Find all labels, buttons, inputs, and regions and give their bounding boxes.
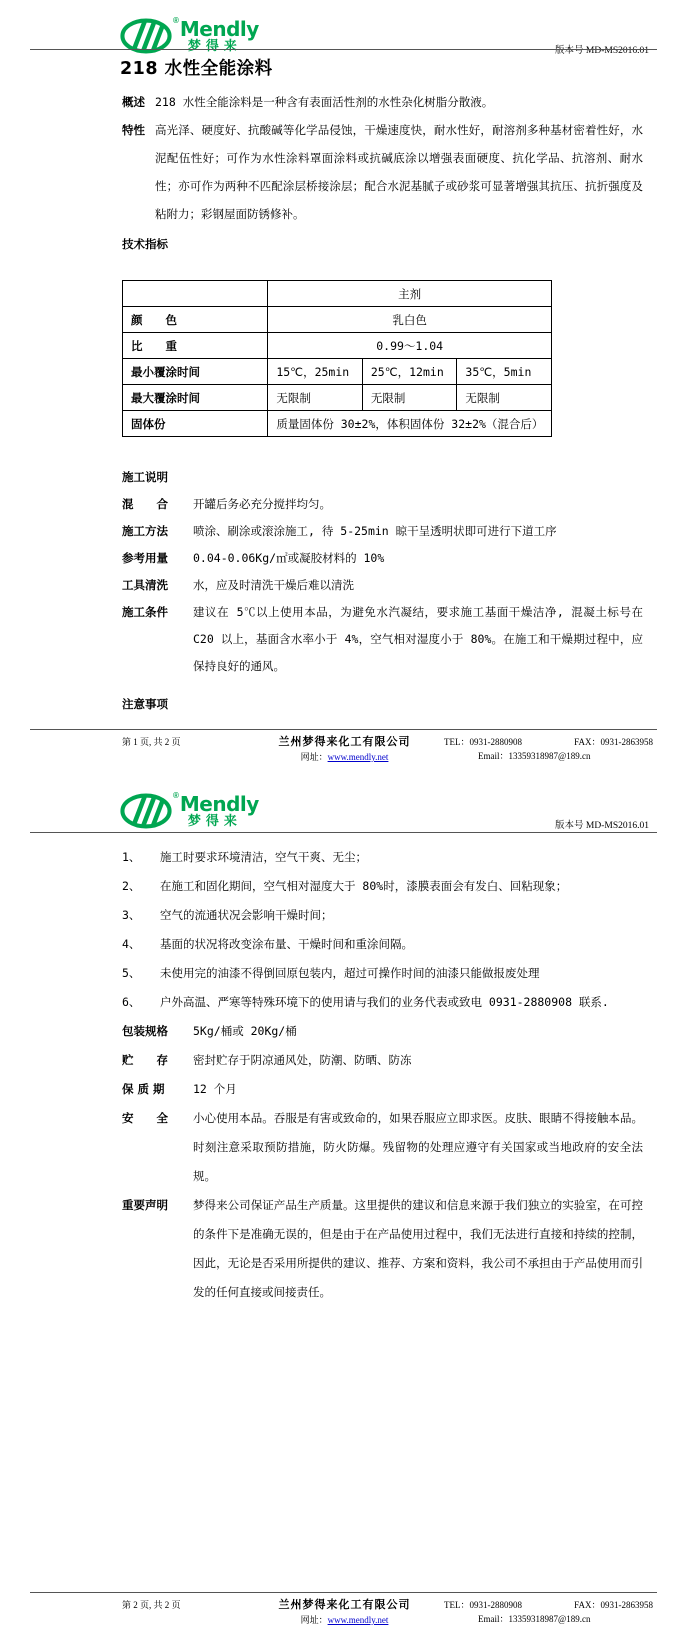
- storage-row: [122, 1046, 643, 1075]
- table-header-main-agent: 主剂: [268, 281, 552, 307]
- page-header: [0, 775, 687, 831]
- packing-row: [122, 1017, 643, 1046]
- max-recoat-cell-2: 无限制: [362, 385, 457, 411]
- note-item-5: [122, 959, 643, 988]
- website-label: 网址：: [300, 752, 328, 762]
- company-name: 兰州梦得来化工有限公司: [278, 736, 411, 748]
- mixing-text: 开罐后务必充分搅拌均匀。: [193, 497, 331, 511]
- table-row: [123, 281, 552, 307]
- mixing-label: 混 合: [122, 497, 168, 511]
- min-recoat-15c-cell: 15℃，25min: [268, 359, 363, 385]
- table-row: [123, 385, 552, 411]
- note-item-1: [122, 843, 643, 872]
- logo-chinese-name: 梦得来: [187, 39, 242, 54]
- disclaimer-label: 重要声明: [122, 1198, 168, 1212]
- overview-label: 概述: [122, 95, 145, 109]
- table-row: [123, 333, 552, 359]
- construction-section: [122, 463, 643, 718]
- table-row: [123, 411, 552, 437]
- note-text: 施工时要求环境清洁，空气干爽、无尘；: [160, 850, 367, 864]
- disclaimer-row: [122, 1191, 643, 1307]
- method-label: 施工方法: [122, 524, 168, 538]
- version-number: 版本号 MD-MS2016.01: [555, 821, 649, 831]
- product-info-section: [122, 1017, 643, 1307]
- footer-divider: [30, 1592, 657, 1593]
- page1-footer: [0, 729, 687, 775]
- note-text: 户外高温、严寒等特殊环境下的使用请与我们的业务代表或致电 0931-2880908 联系.: [160, 995, 609, 1009]
- packing-text: 5Kg/桶或 20Kg/桶: [193, 1024, 297, 1038]
- website-link[interactable]: www.mendly.net: [327, 752, 389, 762]
- safety-text: 小心使用本品。吞服是有害或致命的，如果吞服应立即求医。皮肤、眼睛不得接触本品。时刻注意采取预防措施，防火防爆。残留物的处理应遵守有关国家或当地政府的安全法规。: [193, 1111, 643, 1183]
- method-row: [122, 518, 643, 545]
- mixing-row: [122, 491, 643, 518]
- note-number: 5、: [122, 966, 141, 980]
- max-recoat-cell-1: 无限制: [268, 385, 363, 411]
- conditions-row: [122, 599, 643, 680]
- email-address: Email：13359318987@189.cn: [478, 1614, 591, 1624]
- table-row: [123, 359, 552, 385]
- features-text: 高光泽、硬度好、抗酸碱等化学品侵蚀，干燥速度快，耐水性好，耐溶剂多种基材密着性好，水泥配伍性好；可作为水性涂料罩面涂料或抗碱底涂以增强表面硬度、抗化学品、抗溶剂、耐水性；亦可作为两种不匹配涂层桥接涂层；配合水泥基腻子或砂浆可显著增强其抗压、抗折强度及粘附力；彩钢屋面防锈修补。: [155, 123, 643, 221]
- conditions-text: 建议在 5℃以上使用本品，为避免水汽凝结，要求施工基面干燥洁净, 混凝土标号在 C20 以上，基面含水率小于 4%，空气相对湿度小于 80%。在施工和干燥期过程中，应保持良好的通风。: [193, 605, 643, 673]
- safety-label: 安 全: [122, 1111, 168, 1125]
- gravity-label-cell: 比 重: [123, 333, 268, 359]
- color-value-cell: 乳白色: [268, 307, 552, 333]
- notes-heading: 注意事项: [122, 697, 168, 711]
- registered-trademark-icon: ®: [173, 16, 179, 25]
- construction-heading: 施工说明: [122, 470, 168, 484]
- storage-text: 密封贮存于阴凉通风处，防潮、防晒、防冻: [193, 1053, 412, 1067]
- note-number: 6、: [122, 995, 141, 1009]
- registered-trademark-icon: ®: [173, 791, 179, 800]
- solids-label-cell: 固体份: [123, 411, 268, 437]
- website-link[interactable]: www.mendly.net: [327, 1615, 389, 1625]
- logo-chinese-name: 梦得来: [187, 814, 242, 829]
- cleaning-row: [122, 572, 643, 599]
- product-title: 218 水性全能涂料: [120, 59, 273, 79]
- dosage-text: 0.04-0.06Kg/㎡或凝胶材料的 10%: [193, 551, 385, 565]
- tel-number: TEL：0931-2880908: [444, 1600, 522, 1610]
- note-number: 2、: [122, 879, 141, 893]
- email-address: Email：13359318987@189.cn: [478, 751, 591, 761]
- min-recoat-35c-cell: 35℃，5min: [457, 359, 552, 385]
- tel-number: TEL：0931-2880908: [444, 737, 522, 747]
- header-divider: [30, 832, 657, 833]
- shelf-life-text: 12 个月: [193, 1082, 237, 1096]
- min-recoat-label-cell: 最小覆涂时间: [123, 359, 268, 385]
- logo-wordmark: Mendly: [179, 792, 259, 816]
- page-header: [0, 0, 687, 56]
- conditions-label: 施工条件: [122, 605, 168, 619]
- note-text: 基面的状况将改变涂布量、干燥时间和重涂间隔。: [160, 937, 413, 951]
- note-item-4: [122, 930, 643, 959]
- dosage-label: 参考用量: [122, 551, 168, 565]
- page-number: 第 1 页, 共 2 页: [122, 737, 181, 747]
- gravity-value-cell: 0.99～1.04: [268, 333, 552, 359]
- version-number: 版本号 MD-MS2016.01: [555, 46, 649, 56]
- cleaning-label: 工具清洗: [122, 578, 168, 592]
- note-text: 空气的流通状况会影响干燥时间；: [160, 908, 333, 922]
- solids-value-cell: 质量固体份 30±2%，体积固体份 32±2%（混合后）: [268, 411, 552, 437]
- fax-number: FAX：0931-2863958: [574, 1600, 653, 1610]
- table-row: [123, 307, 552, 333]
- note-text: 在施工和固化期间，空气相对湿度大于 80%时，漆膜表面会有发白、回粘现象；: [160, 879, 568, 893]
- logo-wordmark: Mendly: [179, 17, 259, 41]
- shelf-life-row: [122, 1075, 643, 1104]
- website-label: 网址：: [300, 1615, 328, 1625]
- features-label: 特性: [122, 123, 145, 137]
- max-recoat-label-cell: 最大覆涂时间: [123, 385, 268, 411]
- note-number: 3、: [122, 908, 141, 922]
- min-recoat-25c-cell: 25℃，12min: [362, 359, 457, 385]
- max-recoat-cell-3: 无限制: [457, 385, 552, 411]
- color-label-cell: 颜 色: [123, 307, 268, 333]
- safety-row: [122, 1104, 643, 1191]
- overview-text: 218 水性全能涂料是一种含有表面活性剂的水性杂化树脂分散液。: [155, 95, 494, 109]
- page2-content: [122, 843, 643, 1307]
- table-corner-cell: [123, 281, 268, 307]
- logo-text: [180, 16, 259, 53]
- disclaimer-text: 梦得来公司保证产品生产质量。这里提供的建议和信息来源于我们独立的实验室，在可控的条件下是准确无误的，但是由于在产品使用过程中，我们无法进行直接和持续的控制，因此，无论是否采用所提供的建议、推荐、方案和资料，我公司不承担由于产品使用而引发的任何直接或间接责任。: [193, 1198, 643, 1299]
- page-1: [0, 0, 687, 775]
- features-row: [122, 116, 643, 228]
- cleaning-text: 水，应及时清洗干燥后难以清洗: [193, 578, 354, 592]
- logo-text: [180, 791, 259, 828]
- tech-specs-heading: 技术指标: [122, 237, 168, 251]
- fax-number: FAX：0931-2863958: [574, 737, 653, 747]
- page1-content: [122, 88, 643, 718]
- packing-label: 包装规格: [122, 1024, 168, 1038]
- company-name: 兰州梦得来化工有限公司: [278, 1599, 411, 1611]
- note-number: 1、: [122, 850, 141, 864]
- mendly-logo: [120, 791, 259, 829]
- note-text: 未使用完的油漆不得倒回原包装内，超过可操作时间的油漆只能做报废处理: [160, 966, 540, 980]
- footer-divider: [30, 729, 657, 730]
- page2-footer: [0, 1592, 687, 1638]
- spec-table: [122, 280, 552, 437]
- overview-row: [122, 88, 643, 116]
- header-divider: [30, 49, 657, 50]
- page-2: [0, 775, 687, 1638]
- note-item-6: [122, 988, 643, 1017]
- note-item-2: [122, 872, 643, 901]
- mendly-logo-icon: [120, 793, 172, 829]
- method-text: 喷涂、刷涂或滚涂施工, 待 5-25min 晾干呈透明状即可进行下道工序: [193, 524, 557, 538]
- page-number: 第 2 页, 共 2 页: [122, 1600, 181, 1610]
- shelf-life-label: 保 质 期: [122, 1082, 165, 1096]
- note-number: 4、: [122, 937, 141, 951]
- note-item-3: [122, 901, 643, 930]
- dosage-row: [122, 545, 643, 572]
- storage-label: 贮 存: [122, 1053, 168, 1067]
